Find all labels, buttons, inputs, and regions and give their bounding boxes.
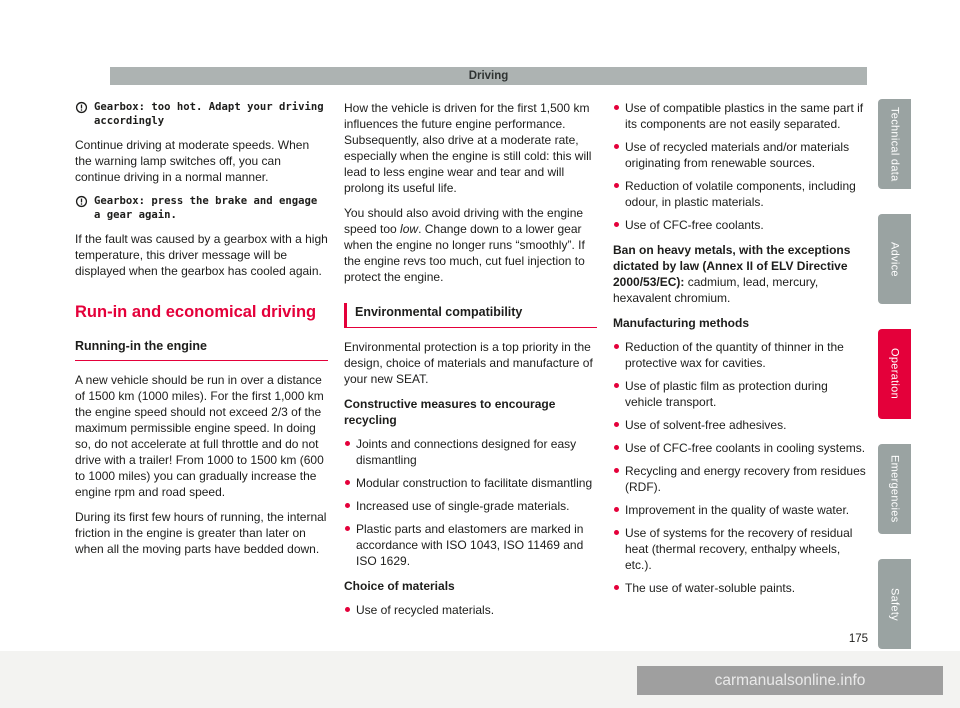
list-item-text: Use of compatible plastics in the same part if its components are not easily separated.	[625, 101, 864, 131]
bullet-icon	[614, 344, 619, 349]
list-item	[613, 580, 866, 596]
bullet-icon	[345, 607, 350, 612]
bullet-icon	[345, 441, 350, 446]
list-item-text: Increased use of single-grade materials.	[356, 499, 570, 513]
gearbox-warning-icon	[75, 101, 88, 118]
driver-message-2	[75, 194, 328, 222]
paragraph-text: . Change down to a lower gear when the engine no longer runs “smoothly”. If the engine revs too much, cut fuel injection to protect the engine.	[344, 222, 585, 284]
list-item	[613, 502, 866, 518]
list-item-text: The use of water-soluble paints.	[625, 581, 796, 595]
bullet-list	[613, 100, 866, 233]
list-item	[613, 178, 866, 210]
list-item	[344, 475, 597, 491]
list-item-text: Reduction of the quantity of thinner in the protective wax for cavities.	[625, 340, 844, 370]
list-item-text: Improvement in the quality of waste water.	[625, 503, 850, 517]
tab-emergencies[interactable]	[878, 444, 911, 534]
list-item-text: Use of systems for the recovery of residual heat (thermal recovery, enthalpy wheels, etc.).	[625, 526, 853, 572]
list-item-text: Modular construction to facilitate dismantling	[356, 476, 593, 490]
list-item	[613, 100, 866, 132]
paragraph: If the fault was caused by a gearbox with a high temperature, this driver message will be displayed when the gearbox has cooled again.	[75, 232, 328, 278]
subsection-heading: Environmental compatibility	[344, 303, 597, 328]
bold-lead-in: Manufacturing methods	[613, 316, 750, 330]
list-item-text: Use of solvent-free adhesives.	[625, 418, 787, 432]
page-number: 175	[848, 633, 868, 645]
list-item	[613, 339, 866, 371]
driver-message-1	[75, 100, 328, 128]
bottom-strip	[0, 651, 960, 708]
column-3	[613, 100, 866, 627]
tab-safety[interactable]	[878, 559, 911, 649]
bullet-list	[344, 602, 597, 618]
list-item-text: Use of recycled materials.	[356, 603, 495, 617]
tab-label: Emergencies	[888, 455, 901, 523]
list-item-text: Recycling and energy recovery from residues (RDF).	[625, 464, 866, 494]
bold-lead-in: Choice of materials	[344, 579, 455, 593]
column-2	[344, 100, 597, 627]
content-columns	[75, 100, 866, 627]
list-item	[613, 417, 866, 433]
list-item-text: Use of recycled materials and/or materials originating from renewable sources.	[625, 140, 850, 170]
tab-technical-data[interactable]	[878, 99, 911, 189]
tab-label: Technical data	[888, 106, 901, 182]
bullet-icon	[345, 480, 350, 485]
list-item	[613, 463, 866, 495]
section-tab-bar	[878, 99, 911, 674]
tab-label: Safety	[888, 587, 901, 621]
bullet-icon	[345, 526, 350, 531]
subsection-heading: Running-in the engine	[75, 338, 328, 361]
list-item	[613, 525, 866, 573]
list-item	[613, 440, 866, 456]
bullet-icon	[614, 422, 619, 427]
driver-message-text: Gearbox: too hot. Adapt your driving accordingly	[94, 101, 324, 127]
bullet-icon	[614, 144, 619, 149]
bullet-icon	[614, 183, 619, 188]
list-item	[344, 436, 597, 468]
watermark: carmanualsonline.info	[637, 666, 943, 695]
list-item	[344, 498, 597, 514]
paragraph: How the vehicle is driven for the first 1,500 km influences the future engine performance. Subsequently, also drive at a moderate rate, especially when the engine is still cold: this will lead to less engine wear and tear and will prolong its useful life.	[344, 101, 592, 195]
list-item-text: Use of CFC-free coolants.	[625, 218, 764, 232]
page-section-header: Driving	[110, 67, 867, 85]
bullet-list	[613, 339, 866, 596]
list-item	[344, 521, 597, 569]
tab-operation[interactable]	[878, 329, 911, 419]
list-item	[344, 602, 597, 618]
column-1	[75, 100, 328, 627]
bold-lead-in: Constructive measures to encourage recycling	[344, 397, 556, 427]
emphasized-word: low	[400, 222, 419, 236]
paragraph: A new vehicle should be run in over a distance of 1500 km (1000 miles). For the first 1,000 km the engine speed should not exceed 2/3 of the maximum permissible engine speed. In doing so, do not accelerate at full throttle and do not drive with a trailer! From 1000 to 1500 km (600 to 1000 miles) you can gradually increase the engine rpm and road speed.	[75, 373, 324, 499]
list-item-text: Use of plastic film as protection during vehicle transport.	[625, 379, 828, 409]
list-item	[613, 139, 866, 171]
tab-label: Operation	[888, 348, 901, 400]
paragraph	[613, 242, 866, 306]
paragraph: Environmental protection is a top priority in the design, choice of materials and manufacture of your new SEAT.	[344, 340, 593, 386]
bullet-icon	[614, 445, 619, 450]
paragraph-text: You should also avoid driving with the engine speed too	[344, 206, 584, 236]
tab-advice[interactable]	[878, 214, 911, 304]
bullet-icon	[345, 503, 350, 508]
bold-lead-in: Ban on heavy metals, with the exceptions dictated by law (Annex II of ELV Directive 2000/53/EC):	[613, 243, 851, 289]
list-item	[613, 217, 866, 233]
list-item-text: Use of CFC-free coolants in cooling systems.	[625, 441, 866, 455]
paragraph	[344, 205, 597, 285]
driver-message-text: Gearbox: press the brake and engage a gear again.	[94, 195, 318, 221]
tab-label: Advice	[888, 241, 901, 277]
bullet-icon	[614, 222, 619, 227]
paragraph: During its first few hours of running, the internal friction in the engine is greater than later on when all the moving parts have bedded down.	[75, 510, 327, 556]
bullet-icon	[614, 507, 619, 512]
bullet-icon	[614, 105, 619, 110]
bullet-icon	[614, 530, 619, 535]
gearbox-warning-icon	[75, 195, 88, 212]
paragraph-text: cadmium, lead, mercury, hexavalent chromium.	[613, 275, 819, 305]
bullet-icon	[614, 585, 619, 590]
bullet-list	[344, 436, 597, 569]
paragraph: Continue driving at moderate speeds. When the warning lamp switches off, you can continue driving in a normal manner.	[75, 138, 310, 184]
list-item-text: Joints and connections designed for easy dismantling	[356, 437, 577, 467]
section-heading: Run-in and economical driving	[75, 303, 317, 321]
list-item-text: Reduction of volatile components, including odour, in plastic materials.	[625, 179, 856, 209]
bullet-icon	[614, 383, 619, 388]
list-item-text: Plastic parts and elastomers are marked in accordance with ISO 1043, ISO 11469 and ISO 1629.	[356, 522, 584, 568]
bullet-icon	[614, 468, 619, 473]
list-item	[613, 378, 866, 410]
